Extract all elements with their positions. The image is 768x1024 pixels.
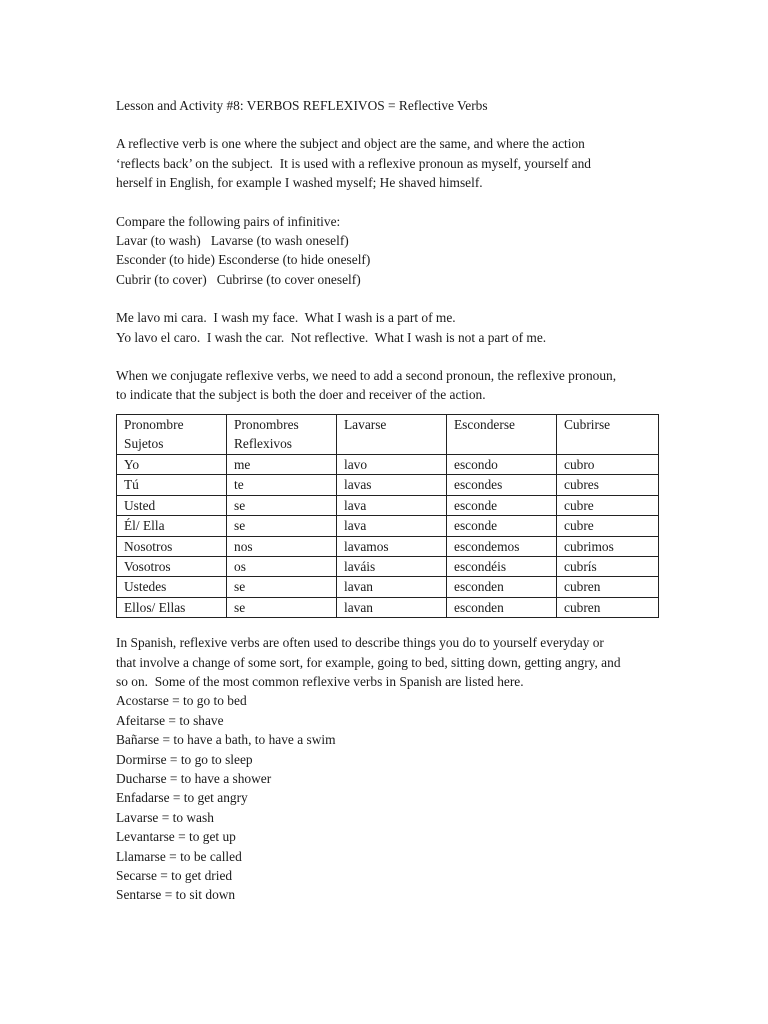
verb-list-item: Afeitarse = to shave (116, 712, 224, 728)
table-cell: Usted (117, 495, 227, 515)
table-cell: Ellos/ Ellas (117, 597, 227, 617)
text-line: Cubrir (to cover) Cubrirse (to cover oneself) (116, 271, 361, 287)
table-cell: esconde (447, 516, 557, 536)
lesson-title: Lesson and Activity #8: VERBOS REFLEXIVOS = Reflective Verbs (116, 98, 488, 113)
table-cell: cubrimos (557, 536, 659, 556)
table-cell: me (227, 454, 337, 474)
text-line: When we conjugate reflexive verbs, we need to add a second pronoun, the reflexive pronoun, (116, 368, 617, 384)
header-text: Sujetos (124, 436, 164, 452)
header-cell (447, 414, 557, 454)
table-cell: se (227, 597, 337, 617)
header-text: Pronombres (234, 416, 299, 432)
text-line: Esconder (to hide) Esconderse (to hide oneself) (116, 252, 371, 268)
table-header-row (117, 414, 659, 454)
table-cell: escondemos (447, 536, 557, 556)
table-row (117, 577, 659, 597)
conjugation-table (116, 414, 659, 618)
table-cell: se (227, 516, 337, 536)
table-row (117, 475, 659, 495)
header-cell (337, 414, 447, 454)
table-cell: cubren (557, 597, 659, 617)
table-row (117, 556, 659, 576)
verb-list-item: Secarse = to get dried (116, 868, 233, 883)
text-line: that involve a change of some sort, for example, going to bed, sitting down, getting angry, and (116, 654, 621, 670)
verb-list-item: Acostarse = to go to bed (116, 693, 247, 709)
table-cell: os (227, 556, 337, 576)
verb-list-item: Enfadarse = to get angry (116, 790, 248, 806)
verb-list-item: Bañarse = to have a bath, to have a swim (116, 732, 336, 748)
table-cell: Nosotros (117, 536, 227, 556)
header-cell (227, 414, 337, 454)
text-line: to indicate that the subject is both the doer and receiver of the action. (116, 387, 486, 403)
header-text: Esconderse (454, 416, 515, 432)
compare-paragraph (116, 212, 661, 290)
table-row (117, 516, 659, 536)
text-line: A reflective verb is one where the subject and object are the same, and where the action (116, 136, 585, 152)
text-line: ‘reflects back’ on the subject. It is used with a reflexive pronoun as myself, yourself and (116, 155, 591, 171)
table-cell: cubrís (557, 556, 659, 576)
table-cell: lavan (337, 597, 447, 617)
table-cell: lavo (337, 454, 447, 474)
table-cell: escondes (447, 475, 557, 495)
text-line: Yo lavo el caro. I wash the car. Not reflective. What I wash is not a part of me. (116, 329, 547, 345)
verb-list-item: Lavarse = to wash (116, 809, 214, 825)
table-cell: esconden (447, 577, 557, 597)
table-cell: cubre (557, 495, 659, 515)
table-row (117, 495, 659, 515)
table-cell: escondéis (447, 556, 557, 576)
text-line: so on. Some of the most common reflexive verbs in Spanish are listed here. (116, 673, 524, 689)
table-cell: esconden (447, 597, 557, 617)
table-cell: lavamos (337, 536, 447, 556)
conjugate-paragraph (116, 366, 661, 405)
document-page (116, 96, 661, 905)
table-cell: se (227, 495, 337, 515)
table-cell: cubres (557, 475, 659, 495)
text-line: Me lavo mi cara. I wash my face. What I wash is a part of me. (116, 310, 456, 326)
table-cell: se (227, 577, 337, 597)
table-cell: lava (337, 516, 447, 536)
table-cell: escondo (447, 454, 557, 474)
text-line: Compare the following pairs of infinitive: (116, 213, 341, 229)
text-line: herself in English, for example I washed myself; He shaved himself. (116, 175, 483, 191)
table-cell: te (227, 475, 337, 495)
text-line: In Spanish, reflexive verbs are often used to describe things you do to yourself everyday or (116, 635, 604, 651)
table-cell: cubre (557, 516, 659, 536)
intro-paragraph (116, 134, 661, 192)
table-cell: cubren (557, 577, 659, 597)
table-cell: Él/ Ella (117, 516, 227, 536)
table-cell: esconde (447, 495, 557, 515)
header-text: Lavarse (344, 416, 387, 432)
table-row (117, 597, 659, 617)
table-cell: Yo (117, 454, 227, 474)
table-cell: Ustedes (117, 577, 227, 597)
table-cell: nos (227, 536, 337, 556)
table-cell: Tú (117, 475, 227, 495)
table-cell: lavas (337, 475, 447, 495)
table-body (117, 454, 659, 617)
table-cell: lava (337, 495, 447, 515)
verb-list (116, 691, 661, 904)
table-row (117, 454, 659, 474)
verb-list-item: Llamarse = to be called (116, 848, 242, 864)
header-text: Reflexivos (234, 436, 293, 452)
table-cell: cubro (557, 454, 659, 474)
verb-list-item: Dormirse = to go to sleep (116, 751, 253, 767)
header-cell (117, 414, 227, 454)
verb-list-item: Ducharse = to have a shower (116, 770, 272, 786)
header-text: Pronombre (124, 416, 184, 432)
verb-list-item: Levantarse = to get up (116, 829, 236, 845)
text-line: Lavar (to wash) Lavarse (to wash oneself) (116, 233, 349, 249)
verb-list-item: Sentarse = to sit down (116, 887, 236, 903)
table-cell: lavan (337, 577, 447, 597)
spanish-paragraph (116, 633, 661, 691)
table-cell: laváis (337, 556, 447, 576)
example-paragraph (116, 308, 661, 347)
header-cell (557, 414, 659, 454)
header-text: Cubrirse (564, 416, 611, 432)
table-row (117, 536, 659, 556)
table-cell: Vosotros (117, 556, 227, 576)
